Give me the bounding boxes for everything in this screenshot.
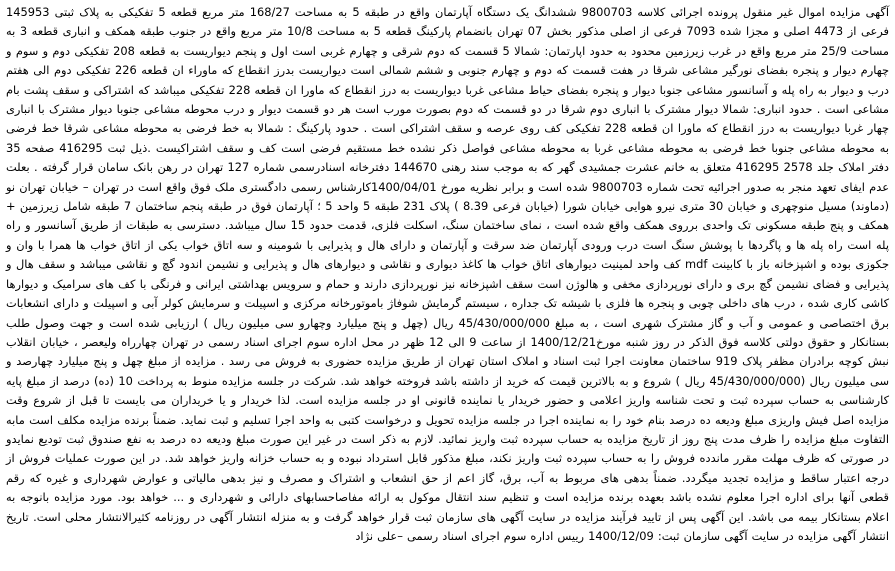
auction-notice-body: آگهی مزایده اموال غیر منقول پرونده اجرائی کلاسه 9800703 ششدانگ یک دستگاه آپارتمان واقع در طبقه 5 به مساحت 168/27 متر مربع قطعه 5 تفکیکی به پلاک ثبتی 145953 فرعی از 4473 اصلی و مجزا شده 7093 فرعی از اصلی مذکور بخش 07 تهران بانضمام پارکینگ قطعه 5 به مساحت 10/8 متر مربع واقع در جنوب طبقه همکف و انباری قطعه 3 به مساحت 25/9 متر مربع واقع در غرب زیرزمین محدود به حدود اپارتمان: شمالا 5 قسمت که دوم شرقی و چهارم غربی است اول و پنجم دیواریست به قطعه 208 تفکیکی دوم و سوم و چهارم دیوار و پنجره بفضای نورگیر مشاعی شرقا در هفت قسمت که دوم و چهارم جنوبی و ششم شمالی است دیواریست بدرز انقطاع که ماوراء ان قطعه 226 تفکیکی دوم الی هفتم درب و دیوار به راه پله و آسانسور مشاعی جنوبا دیوار و پنجره بفضای حیاط مشاعی غربا دیواریست به درز انقطاع که ماورا ان قطعه 228 تفکیکی میباشد که اشتراکی و سقف پشت بام مشاعی است . حدود انباری: شمالا دیوار مشترک با انباری دوم شرقا در دو قسمت که دوم بصورت مورب است هر دو قسمت دیوار و درب محوطه مشاعی جنوبا دیوار مشترک با انباری چهار غربا دیواریست به درز انقطاع که ماورا ان قطعه 228 تفکیکی کف روی عرصه و سقف اشتراکی است . حدود پارکینگ : شمالا به خط فرضی به محوطه مشاعی شرقا خط فرضی به محوطه مشاعی جنوبا خط فرضی به محوطه مشاعی غربا به محوطه مشاعی فواصل ذکر نشده خط مستقیم فرضی است کف و سقف اشتراکیست .ذیل ثبت 416295 صفحه 35 دفتر املاک جلد 2578 416295 متعلق به خانم عشرت جمشیدی گهر که به موجب سند رهنی 144670 دفترخانه اسنادرسمی شماره 127 تهران در رهن بانک سامان قرار گرفته . بعلت عدم ایفای تعهد منجر به صدور اجرائیه تحت شماره 9800703 شده است و برابر نظریه مورخ 1400/04/01کارشناس رسمی دادگستری ملک فوق واقع است در تهران – خیابان تهران نو (دماوند) مسیل منوچهری و خیابان 30 متری نیرو هوایی خیابان شورا (خیابان فرعی 8.39 ) پلاک 231 طبقه 5 واحد 5 ؛ آپارتمان فوق در طبقه پنجم ساختمان 7 طبقه شامل زیرزمین + همکف و پنج طبقه مسکونی تک واحدی برروی همکف واقع شده است ، نمای ساختمان سنگ، اسکلت فلزی، قدمت حدود 15 سال میباشد. دسترسی به طبقات از طریق آسانسور و راه پله است راه پله ها و پاگردها با پوشش سنگ است درب ورودی آپارتمان ضد سرقت و آپارتمان و دارای هال و پذیرایی با شومینه و سه اتاق خواب یکی از اتاق خواب ها همرا با وان و جکوزی بوده و اشپزخانه باز با کابینت mdf کف واحد لمینیت دیوارهای اتاق خواب ها کاغذ دیواری و نقاشی و دیوارهای هال و پذیرایی و نشیمن اندود گچ و نقاشی میباشد و سقف هال و پذیرایی و فضای نشیمن گچ بری و دارای نورپردازی مخفی و هالوژن است سقف اشپزخانه نیز نورپردازی دارند و حمام و سرویس بهداشتی ایرانی و فرنگی با کف های سرامیک و دیوارها کاشی کاری شده ، درب های داخلی چوبی و پنجره ها فلزی با شیشه تک جداره ، سیستم گرمایش شوفاژ باموتورخانه مرکزی و اسپیلت و سرمایش کولر آبی و اسپیلت و دارای انشعابات برق اختصاصی و عمومی و آب و گاز مشترک شهری است ، به مبلغ 45/430/000/000 ریال (چهل و پنج میلیارد وچهارو سی میلیون ریال ) ارزیابی شده است و جهت وصول طلب بستانکار و حقوق دولتی کلاسه فوق الذکر در روز شنبه مورخ1400/12/21 از ساعت 9 الی 12 ظهر در محل اداره سوم اجرای اسناد رسمی در تهران چهارراه ولیعصر ، خیابان انقلاب نبش کوچه برادران مظفر پلاک 919 ساختمان معاونت اجرا ثبت اسناد و املاک استان تهران از طریق مزایده حضوری به فروش می رسد . مزایده از مبلغ چهل و پنج میلیارد چهارصد و سی میلیون ریال (45/430/000/000 ریال ) شروع و به بالاترین قیمت که خرید از داشته باشد فروخته خواهد شد. شرکت در جلسه مزایده منوط به پرداخت 10 (ده) درصد از مبلغ پایه کارشناسی به حساب سپرده ثبت و تحت شناسه واریز اعلامی و حضور خریدار یا نماینده قانونی او در جلسه مزایده است. لذا خریدار و یا خریداران می بایست تا قبل از شروع وقت مزایده اصل فیش واریزی مبلغ ودیعه ده درصد بنام خود را به نماینده اجرا در جلسه مزایده تحویل و درخواست کتبی به واحد اجرا تسلیم و ثبت نماید. ضمناً برنده مزایده مکلف است مابه التفاوت مبلغ مزایده را ظرف مدت پنج روز از تاریخ مزایده به حساب سپرده ثبت واریز نمائید. لازم به ذکر است در غیر این صورت مبلغ ودیعه ده درصد به نفع صندوق ثبت توديع نمايدو در صورتی که ظرف مهلت مقرر ماندده فروش را به حساب سپرده ثبت واریز نکند، مبلغ مذکور قابل استرداد نبوده و به حساب خزانه واریز خواهد شد. در این صورت عملیات فروش از درجه اعتبار ساقط و مزایده تجدید میگردد. ضمناً بدهی های مربوط به آب، برق، گاز اعم از حق انشعاب و اشتراک و مصرف و نیز بدهی مالیاتی و عوارض شهرداری و غیره که رقم قطعی آنها برای اداره اجرا معلوم نشده باشد بعهده برنده مزایده است و تنظیم سند انتقال موکول به ارائه مفاصاحسابهای دارائی و شهرداری و ... خواهد بود. مورد مزایده بانوجه به اعلام بستانکار بیمه می باشد. این آگهی پس از تایید فرآیند مزایده در سایت آگهی های سازمان ثبت قرار خواهد گرفت و به منزله انتشار آگهی در روزنامه کثیرالانتشار محلی است. تاریخ انتشار آگهی مزایده در سایت آگهی سازمان ثبت: 1400/12/09 رییس اداره سوم اجرای اسناد رسمی –علی نژاد [6,5,890,543]
